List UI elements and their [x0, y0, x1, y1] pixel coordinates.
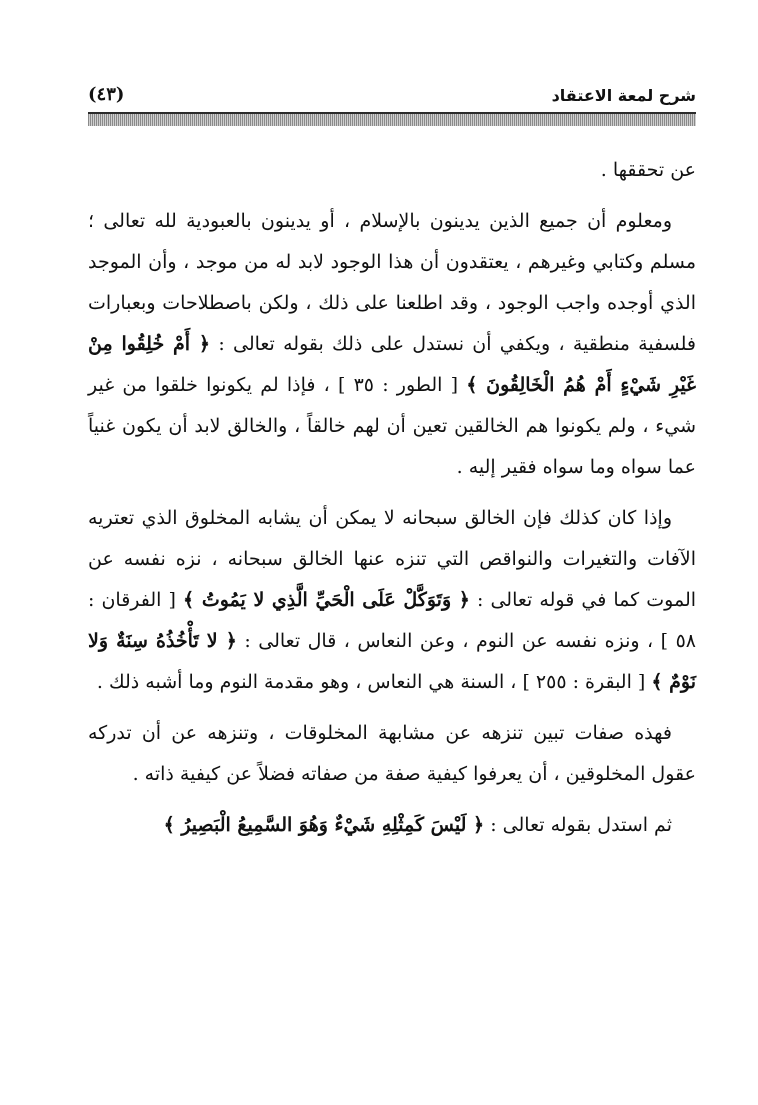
prose-text: [ الطور : ٣٥ ] ، فإذا لم يكونوا خلقوا من غير شيء ، ولم يكونوا هم الخالقين تعين أن لهم خالقاً ، والخالق لابد أن يكون غنياً عما سواه وما سواه فقير إليه .: [88, 374, 696, 478]
prose-text: عن تحققها .: [600, 159, 696, 181]
running-title: شرح لمعة الاعتقاد: [551, 86, 696, 105]
prose-text: وإذا كان كذلك فإن الخالق سبحانه لا يمكن أن يشابه المخلوق الذي تعتريه الآفات والتغيرات والنواقص التي تنزه عنها الخالق سبحانه ، نزه نفسه عن الموت كما في قوله تعالى :: [88, 507, 697, 611]
prose-text: [ البقرة : ٢٥٥ ] ، السنة هي النعاس ، وهو مقدمة النوم وما أشبه ذلك .: [96, 671, 652, 693]
quran-verse: ﴿ لَيْسَ كَمِثْلِهِ شَيْءٌ وَهُوَ السَّمِيعُ الْبَصِيرُ ﴾: [163, 814, 485, 836]
header-rule: [88, 112, 696, 126]
prose-text: فهذه صفات تبين تنزهه عن مشابهة المخلوقات ، وتنزهه عن أن تدركه عقول المخلوقين ، أن يعرفوا كيفية صفة من صفاته فضلاً عن كيفية ذاته .: [88, 722, 696, 785]
paragraph: [88, 498, 696, 703]
quran-verse: ﴿ لا تَأْخُذُهُ سِنَةٌ وَلا نَوْمٌ ﴾: [88, 630, 696, 693]
prose-text: ثم استدل بقوله تعالى :: [484, 814, 672, 836]
page-header: [88, 82, 696, 110]
quran-verse: ﴿ أَمْ خُلِقُوا مِنْ غَيْرِ شَيْءٍ أَمْ هُمُ الْخَالِقُونَ ﴾: [88, 333, 696, 396]
paragraph: [88, 201, 696, 488]
body-text: [88, 150, 696, 846]
page-number: (٤٣): [88, 84, 125, 105]
prose-text: ومعلوم أن جميع الذين يدينون بالإسلام ، أو يدينون بالعبودية لله تعالى ؛ مسلم وكتابي وغيرهم ، يعتقدون أن هذا الوجود لابد له من موجد ، وأن الموجد الذي أوجده واجب الوجود ، وقد اطلعنا على ذلك ، ولكن باصطلاحات وبعبارات فلسفية منطقية ، ويكفي أن نستدل على ذلك بقوله تعالى :: [88, 210, 696, 355]
prose-text: [ الفرقان : ٥٨ ] ، ونزه نفسه عن النوم ، وعن النعاس ، قال تعالى :: [88, 589, 697, 652]
quran-verse: ﴿ وَتَوَكَّلْ عَلَى الْحَيِّ الَّذِي لا يَمُوتُ ﴾: [183, 589, 470, 611]
paragraph: [88, 805, 696, 846]
paragraph: [88, 150, 696, 191]
paragraph: [88, 713, 696, 795]
